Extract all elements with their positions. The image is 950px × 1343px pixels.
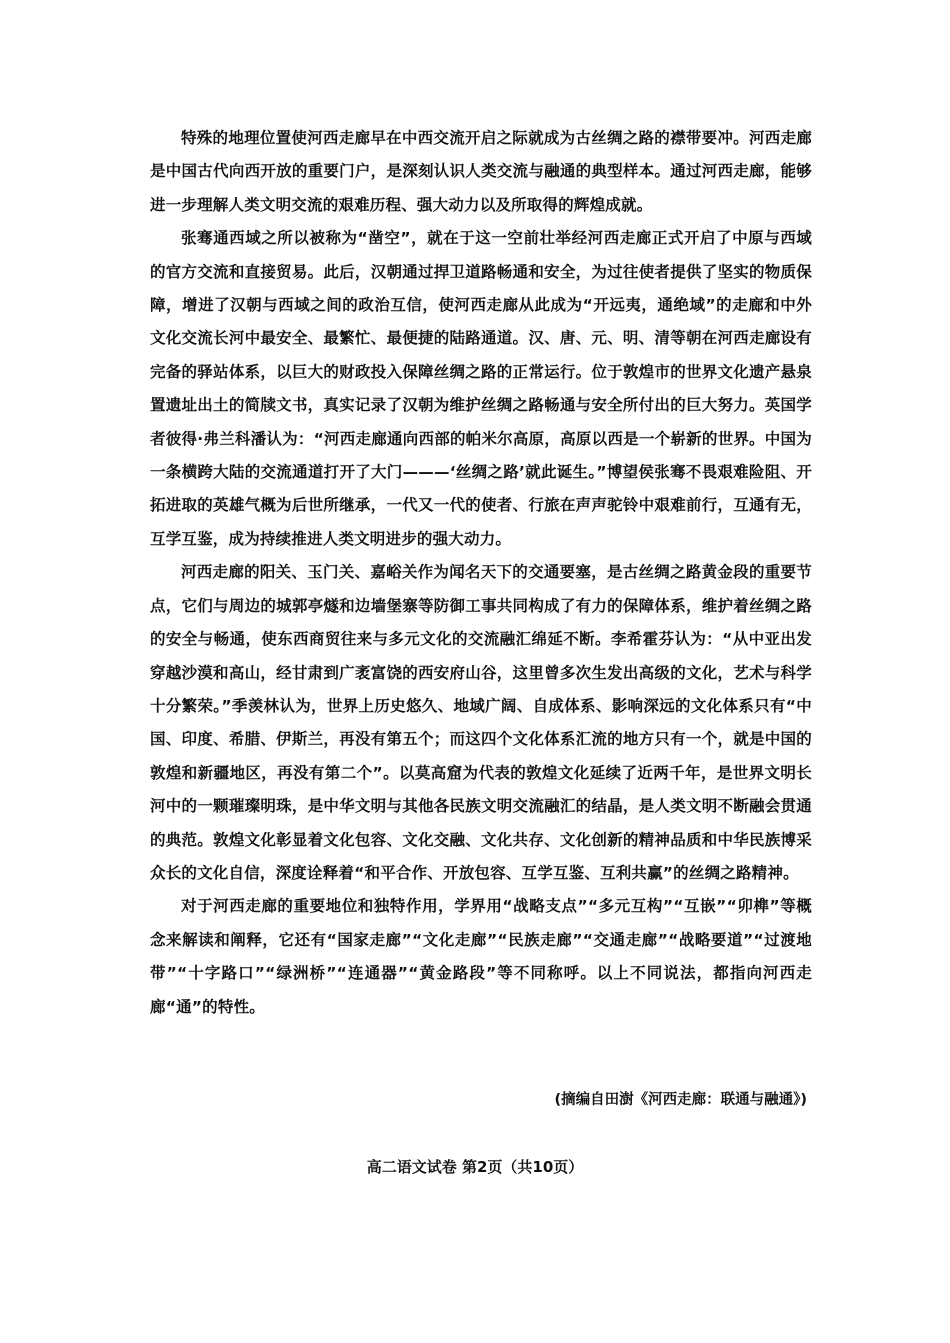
article-paragraph-4: 对于河西走廊的重要地位和独特作用，学界用“战略支点”“多元互构”“互嵌”“卯榫”等概念来解读和阐释，它还有“国家走廊”“文化走廊”“民族走廊”“交通走廊”“战略要道”“过渡地带”“十字路口”“绿洲桥”“连通器”“黄金路段”等不同称呼。以上不同说法，都指向河西走廊“通”的特性。 [150, 897, 812, 1016]
page-footer: 高二语文试卷 第2页（共10页） [366, 1158, 584, 1176]
article-body [150, 122, 812, 1024]
article-paragraph-2: 张骞通西域之所以被称为“凿空”，就在于这一空前壮举经河西走廊正式开启了中原与西域的官方交流和直接贸易。此后，汉朝通过捍卫道路畅通和安全，为过往使者提供了坚实的物质保障，增进了汉朝与西域之间的政治互信，使河西走廊从此成为“开远夷，通绝域”的走廊和中外文化交流长河中最安全、最繁忙、最便捷的陆路通道。汉、唐、元、明、清等朝在河西走廊设有完备的驿站体系，以巨大的财政投入保障丝绸之路的正常运行。位于敦煌市的世界文化遗产悬泉置遗址出土的简牍文书，真实记录了汉朝为维护丝绸之路畅通与安全所付出的巨大努力。英国学者彼得·弗兰科潘认为：“河西走廊通向西部的帕米尔高原，高原以西是一个崭新的世界。中国为一条横跨大陆的交流通道打开了大门———‘丝绸之路’就此诞生。”博望侯张骞不畏艰难险阻、开拓进取的英雄气概为后世所继承，一代又一代的使者、行旅在声声驼铃中艰难前行，互通有无，互学互鉴，成为持续推进人类文明进步的强大动力。 [150, 229, 812, 548]
article-source: (摘编自田澍《河西走廊：联通与融通》) [554, 1092, 807, 1108]
article-paragraph-3: 河西走廊的阳关、玉门关、嘉峪关作为闻名天下的交通要塞，是古丝绸之路黄金段的重要节点，它们与周边的城郭亭燧和边墙堡寨等防御工事共同构成了有力的保障体系，维护着丝绸之路的安全与畅通，使东西商贸往来与多元文化的交流融汇绵延不断。李希霍芬认为：“从中亚出发穿越沙漠和高山，经甘肃到广袤富饶的西安府山谷，这里曾多次生发出高级的文化，艺术与科学十分繁荣。”季羡林认为，世界上历史悠久、地域广阔、自成体系、影响深远的文化体系只有“中国、印度、希腊、伊斯兰，再没有第五个；而这四个文化体系汇流的地方只有一个，就是中国的敦煌和新疆地区，再没有第二个”。以莫高窟为代表的敦煌文化延续了近两千年，是世界文明长河中的一颗璀璨明珠，是中华文明与其他各民族文明交流融汇的结晶，是人类文明不断融会贯通的典范。敦煌文化彰显着文化包容、文化交融、文化共存、文化创新的精神品质和中华民族博采众长的文化自信，深度诠释着“和平合作、开放包容、互学互鉴、互利共赢”的丝绸之路精神。 [150, 563, 812, 882]
article-paragraph-1: 特殊的地理位置使河西走廊早在中西交流开启之际就成为古丝绸之路的襟带要冲。河西走廊是中国古代向西开放的重要门户，是深刻认识人类交流与融通的典型样本。通过河西走廊，能够进一步理解人类文明交流的艰难历程、强大动力以及所取得的辉煌成就。 [150, 129, 812, 214]
